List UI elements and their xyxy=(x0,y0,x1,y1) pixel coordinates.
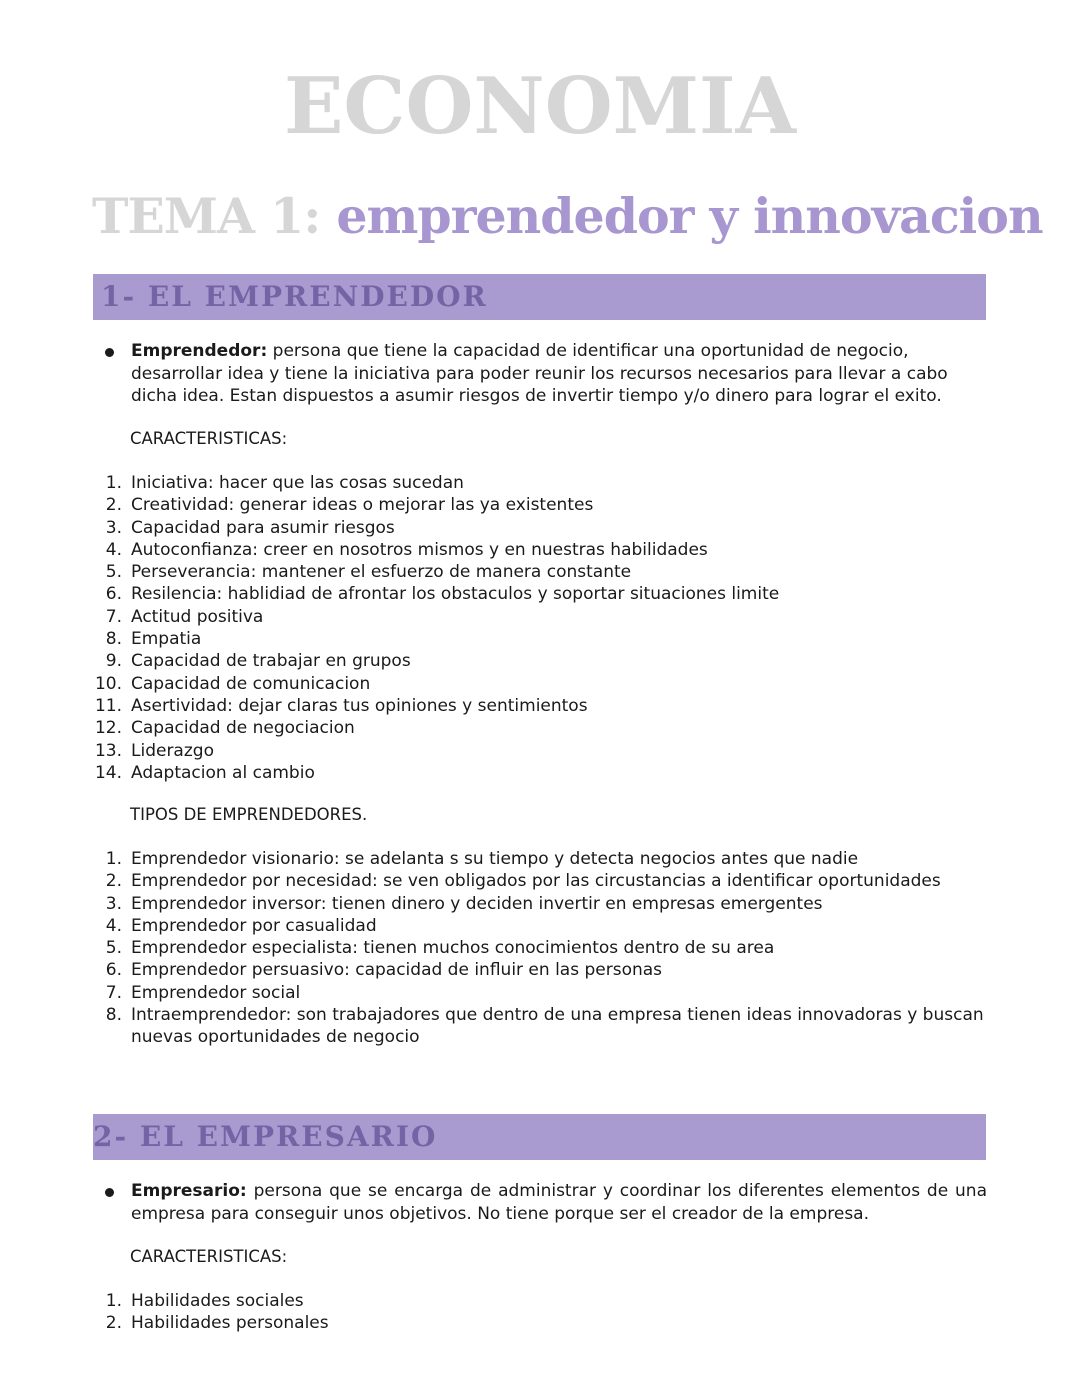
list-item-number: 1. xyxy=(105,849,122,869)
section-body-empresario xyxy=(0,1180,1080,1225)
list-item-text: Emprendedor por casualidad xyxy=(131,915,377,936)
list-item xyxy=(0,740,987,762)
list-item xyxy=(0,893,987,915)
definition-term: Empresario: xyxy=(131,1181,247,1201)
list-item-number: 8. xyxy=(105,629,122,650)
list-item-number: 9. xyxy=(105,651,122,672)
characteristics-label-block xyxy=(0,428,1080,450)
list-item-number: 3. xyxy=(105,893,122,914)
list-item xyxy=(0,848,987,870)
definition-term: Emprendedor: xyxy=(131,341,268,361)
bullet-dot-icon xyxy=(105,348,114,357)
list-item-number: 4. xyxy=(105,539,122,560)
list-item-text: Iniciativa: hacer que las cosas sucedan xyxy=(131,473,464,493)
definition-text: persona que tiene la capacidad de identificar una oportunidad de negocio, desarrollar idea y tiene la iniciativa para poder reunir los recursos necesarios para llevar a cabo dicha idea. Estan dispuestos a asumir riesgos de invertir tiempo y/o dinero para lograr el exito. xyxy=(131,341,948,406)
list-item-number: 7. xyxy=(105,606,122,627)
list-item xyxy=(0,762,987,784)
list-item-text: Autoconfianza: creer en nosotros mismos y en nuestras habilidades xyxy=(131,539,708,560)
list-item-number: 2. xyxy=(105,495,122,516)
list-item-number: 5. xyxy=(105,562,122,583)
types-list-block xyxy=(0,848,1080,1049)
list-item-text: Liderazgo xyxy=(131,740,214,761)
list-item-number: 6. xyxy=(105,584,122,605)
list-item-text: Emprendedor persuasivo: capacidad de influir en las personas xyxy=(131,960,663,981)
topic-prefix: TEMA 1: xyxy=(92,187,321,245)
section-header-emprendedor xyxy=(93,274,986,320)
list-item xyxy=(0,959,987,981)
list-item-number: 4. xyxy=(105,915,122,936)
list-item xyxy=(0,628,987,650)
section-header-empresario xyxy=(93,1114,986,1160)
list-item xyxy=(0,539,987,561)
list-item-text: Emprendedor social xyxy=(131,982,301,1003)
types-label: TIPOS DE EMPRENDEDORES. xyxy=(130,805,368,824)
list-item-number: 11. xyxy=(94,695,122,716)
definition-paragraph xyxy=(131,1180,987,1225)
list-item-text: Emprendedor especialista: tienen muchos conocimientos dentro de su area xyxy=(131,938,775,959)
list-item xyxy=(0,517,987,539)
page-title: ECONOMIA xyxy=(283,61,797,152)
list-item-number: 10. xyxy=(94,673,122,694)
list-item-text: Actitud positiva xyxy=(131,606,264,627)
list-item-text: Capacidad de trabajar en grupos xyxy=(131,651,411,672)
list-item xyxy=(0,472,987,494)
list-item-text: Asertividad: dejar claras tus opiniones y sentimientos xyxy=(131,695,588,716)
list-item xyxy=(0,494,987,516)
characteristics-label: CARACTERISTICAS: xyxy=(130,429,288,448)
characteristics-list-block xyxy=(0,472,1080,784)
list-item xyxy=(0,650,987,672)
list-item-number: 6. xyxy=(105,960,122,981)
characteristics-list-block-2 xyxy=(0,1290,1080,1335)
list-item-number: 12. xyxy=(94,718,122,739)
characteristics-label-block-2 xyxy=(0,1246,1080,1268)
list-item-text: Emprendedor inversor: tienen dinero y deciden invertir en empresas emergentes xyxy=(131,893,823,914)
list-item-text: Capacidad para asumir riesgos xyxy=(131,517,395,538)
topic-title: emprendedor y innovacion xyxy=(336,187,1043,245)
characteristics-list xyxy=(0,1290,1080,1335)
list-item xyxy=(0,915,987,937)
list-item-number: 8. xyxy=(105,1005,122,1026)
list-item-text: Emprendedor visionario: se adelanta s su tiempo y detecta negocios antes que nadie xyxy=(131,849,859,869)
list-item-number: 2. xyxy=(105,871,122,892)
list-item-number: 5. xyxy=(105,938,122,959)
list-item-text: Emprendedor por necesidad: se ven obligados por las circustancias a identificar oportunidades xyxy=(131,871,941,892)
types-list xyxy=(0,848,1080,1049)
section-body-emprendedor xyxy=(0,340,1080,408)
bullet-dot-icon xyxy=(105,1188,114,1197)
list-item-text: Resilencia: hablidiad de afrontar los obstaculos y soportar situaciones limite xyxy=(131,584,780,605)
definition-text: persona que se encarga de administrar y coordinar los diferentes elementos de una empresa para conseguir unos objetivos. No tiene porque ser el creador de la empresa. xyxy=(131,1181,987,1224)
list-item xyxy=(0,1290,987,1312)
list-item xyxy=(0,937,987,959)
list-item-text: Habilidades personales xyxy=(131,1313,329,1334)
characteristics-label: CARACTERISTICAS: xyxy=(130,1247,288,1266)
topic-heading xyxy=(92,184,1043,248)
list-item-text: Habilidades sociales xyxy=(131,1291,304,1311)
types-label-block xyxy=(0,804,1080,826)
section-heading: 2- EL EMPRESARIO xyxy=(93,1120,438,1153)
list-item-text: Adaptacion al cambio xyxy=(131,762,315,783)
list-item-number: 1. xyxy=(105,473,122,493)
list-item xyxy=(0,673,987,695)
list-item-text: Perseverancia: mantener el esfuerzo de manera constante xyxy=(131,562,632,583)
list-item-number: 7. xyxy=(105,982,122,1003)
list-item-number: 14. xyxy=(94,762,122,783)
list-item-text: Capacidad de comunicacion xyxy=(131,673,371,694)
list-item xyxy=(0,1312,987,1334)
characteristics-list xyxy=(0,472,1080,784)
list-item-text: Empatia xyxy=(131,629,202,650)
list-item-text: Creatividad: generar ideas o mejorar las ya existentes xyxy=(131,495,594,516)
list-item-text: Capacidad de negociacion xyxy=(131,718,355,739)
list-item-number: 1. xyxy=(105,1291,122,1311)
list-item-text: Intraemprendedor: son trabajadores que dentro de una empresa tienen ideas innovadoras y buscan nuevas oportunidades de negocio xyxy=(131,1005,984,1048)
list-item xyxy=(0,561,987,583)
list-item xyxy=(0,606,987,628)
section-heading: 1- EL EMPRENDEDOR xyxy=(101,280,488,313)
list-item xyxy=(0,870,987,892)
list-item xyxy=(0,583,987,605)
list-item-number: 2. xyxy=(105,1313,122,1334)
definition-paragraph xyxy=(131,340,987,408)
list-item xyxy=(0,1004,987,1049)
list-item-number: 13. xyxy=(94,740,122,761)
list-item-number: 3. xyxy=(105,517,122,538)
list-item xyxy=(0,717,987,739)
list-item xyxy=(0,982,987,1004)
list-item xyxy=(0,695,987,717)
